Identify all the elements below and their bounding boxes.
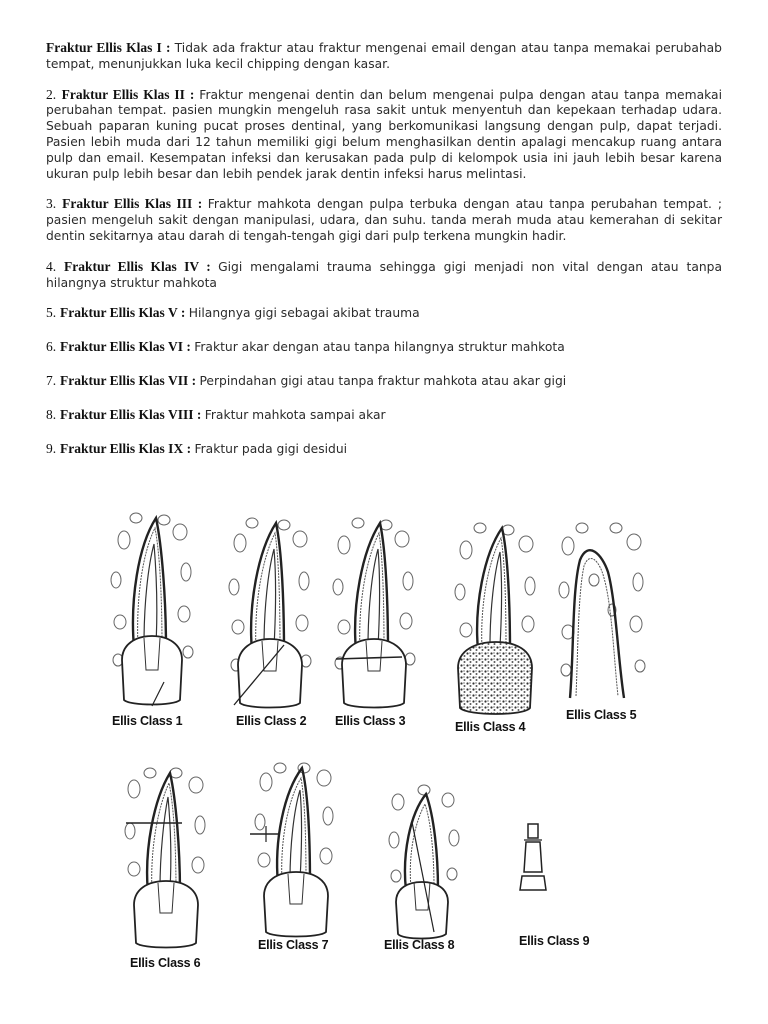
- separator: :: [193, 406, 205, 422]
- tooth-diagram-class-8: [384, 782, 464, 942]
- tooth-diagram-class-2: [222, 515, 318, 715]
- tooth-diagram-class-4: [448, 520, 544, 720]
- class-description: Fraktur mengenai dentin dan belum mengenai pulpa dengan atau tanpa memakai perubahan tempat. pasien mungkin mengeluh rasa sakit untuk menyentuh dan kepekaan terhadap udara. Sebuah paparan kuning pucat proses dentinal, yang berkomunikasi langsung dengan pulp, dapat terjadi. Pasien lebih muda dari 12 tahun memiliki gigi belum menghasilkan dentin apalagi mencakup ruang antara pulp dan email. Kesempatan infeksi dan kerusakan pada pulp di kelompok usia ini jauh lebih besar karena ukuran pulp lebih besar dan lebih pendek jarak dentin infeksi harus melintasi.: [46, 87, 722, 181]
- class-label: Fraktur Ellis Klas VIII: [60, 406, 194, 422]
- separator: :: [184, 86, 200, 102]
- class-description: Fraktur mahkota dengan pulpa terbuka dengan atau tanpa perubahan tempat. ; pasien mengeluh sakit dengan manipulasi, udara, dan suhu. tanda merah muda atau kemerahan di sekitar dentin sekitarnya atau darah di tengah-tengah gigi dari pulp terkena mungkin hadir.: [46, 197, 722, 243]
- caption-class-9: Ellis Class 9: [519, 934, 590, 948]
- class-label: Fraktur Ellis Klas II: [61, 86, 185, 102]
- class-description: Gigi mengalami trauma sehingga gigi menjadi non vital dengan atau tanpa hilangnya struktur mahkota: [46, 259, 722, 290]
- paragraph-class-9: [46, 441, 722, 458]
- separator: :: [177, 305, 189, 321]
- paragraph-class-7: [46, 373, 722, 390]
- class-description: Fraktur pada gigi desidui: [194, 441, 348, 456]
- separator: :: [182, 339, 195, 355]
- class-label: Fraktur Ellis Klas V: [60, 305, 178, 321]
- paragraph-class-3: [46, 196, 722, 244]
- class-description: Fraktur mahkota sampai akar: [204, 407, 386, 422]
- paragraph-class-4: [46, 259, 722, 292]
- paragraph-class-5: [46, 305, 722, 322]
- class-description: Fraktur akar dengan atau tanpa hilangnya struktur mahkota: [194, 340, 565, 355]
- caption-class-2: Ellis Class 2: [236, 714, 307, 728]
- class-label: Fraktur Ellis Klas IV: [64, 258, 199, 274]
- tooth-diagram-class-7: [246, 760, 342, 940]
- caption-class-5: Ellis Class 5: [566, 708, 637, 722]
- paragraph-number: 2.: [46, 86, 57, 102]
- tooth-diagram-class-9: [510, 820, 560, 900]
- class-description: Perpindahan gigi atau tanpa fraktur mahkota atau akar gigi: [199, 373, 567, 388]
- caption-class-4: Ellis Class 4: [455, 720, 526, 734]
- tooth-diagram-class-1: [104, 510, 200, 710]
- class-label: Fraktur Ellis Klas I: [46, 40, 162, 55]
- tooth-diagram-class-3: [326, 515, 422, 715]
- separator: :: [183, 440, 195, 456]
- paragraph-class-1: [46, 40, 722, 73]
- paragraph-number: 8.: [46, 406, 57, 422]
- paragraph-number: 6.: [46, 339, 57, 355]
- tooth-diagram-class-6: [118, 765, 214, 950]
- class-description: Hilangnya gigi sebagai akibat trauma: [188, 306, 420, 321]
- class-label: Fraktur Ellis Klas III: [62, 196, 193, 212]
- paragraph-number: 3.: [46, 196, 57, 212]
- caption-class-3: Ellis Class 3: [335, 714, 406, 728]
- paragraph-number: 9.: [46, 440, 57, 456]
- caption-class-7: Ellis Class 7: [258, 938, 329, 952]
- paragraph-number: 4.: [46, 258, 57, 274]
- caption-class-6: Ellis Class 6: [130, 956, 201, 970]
- separator: :: [188, 372, 200, 388]
- tooth-diagram-class-5: [554, 520, 650, 710]
- caption-class-8: Ellis Class 8: [384, 938, 455, 952]
- paragraph-class-2: [46, 87, 722, 183]
- document-body: [46, 40, 722, 474]
- paragraph-class-8: [46, 407, 722, 424]
- paragraph-number: 7.: [46, 372, 57, 388]
- class-description: Tidak ada fraktur atau fraktur mengenai email dengan atau tanpa memakai perubahab tempat, menunjukkan luka kecil chipping dengan kasar.: [46, 41, 722, 71]
- class-label: Fraktur Ellis Klas VII: [60, 372, 189, 388]
- paragraph-class-6: [46, 339, 722, 356]
- separator: :: [198, 258, 219, 274]
- paragraph-number: 5.: [46, 305, 57, 321]
- caption-class-1: Ellis Class 1: [112, 714, 183, 728]
- class-label: Fraktur Ellis Klas VI: [60, 339, 183, 355]
- separator: :: [192, 196, 208, 212]
- class-label: Fraktur Ellis Klas IX: [60, 440, 184, 456]
- separator: :: [161, 40, 175, 55]
